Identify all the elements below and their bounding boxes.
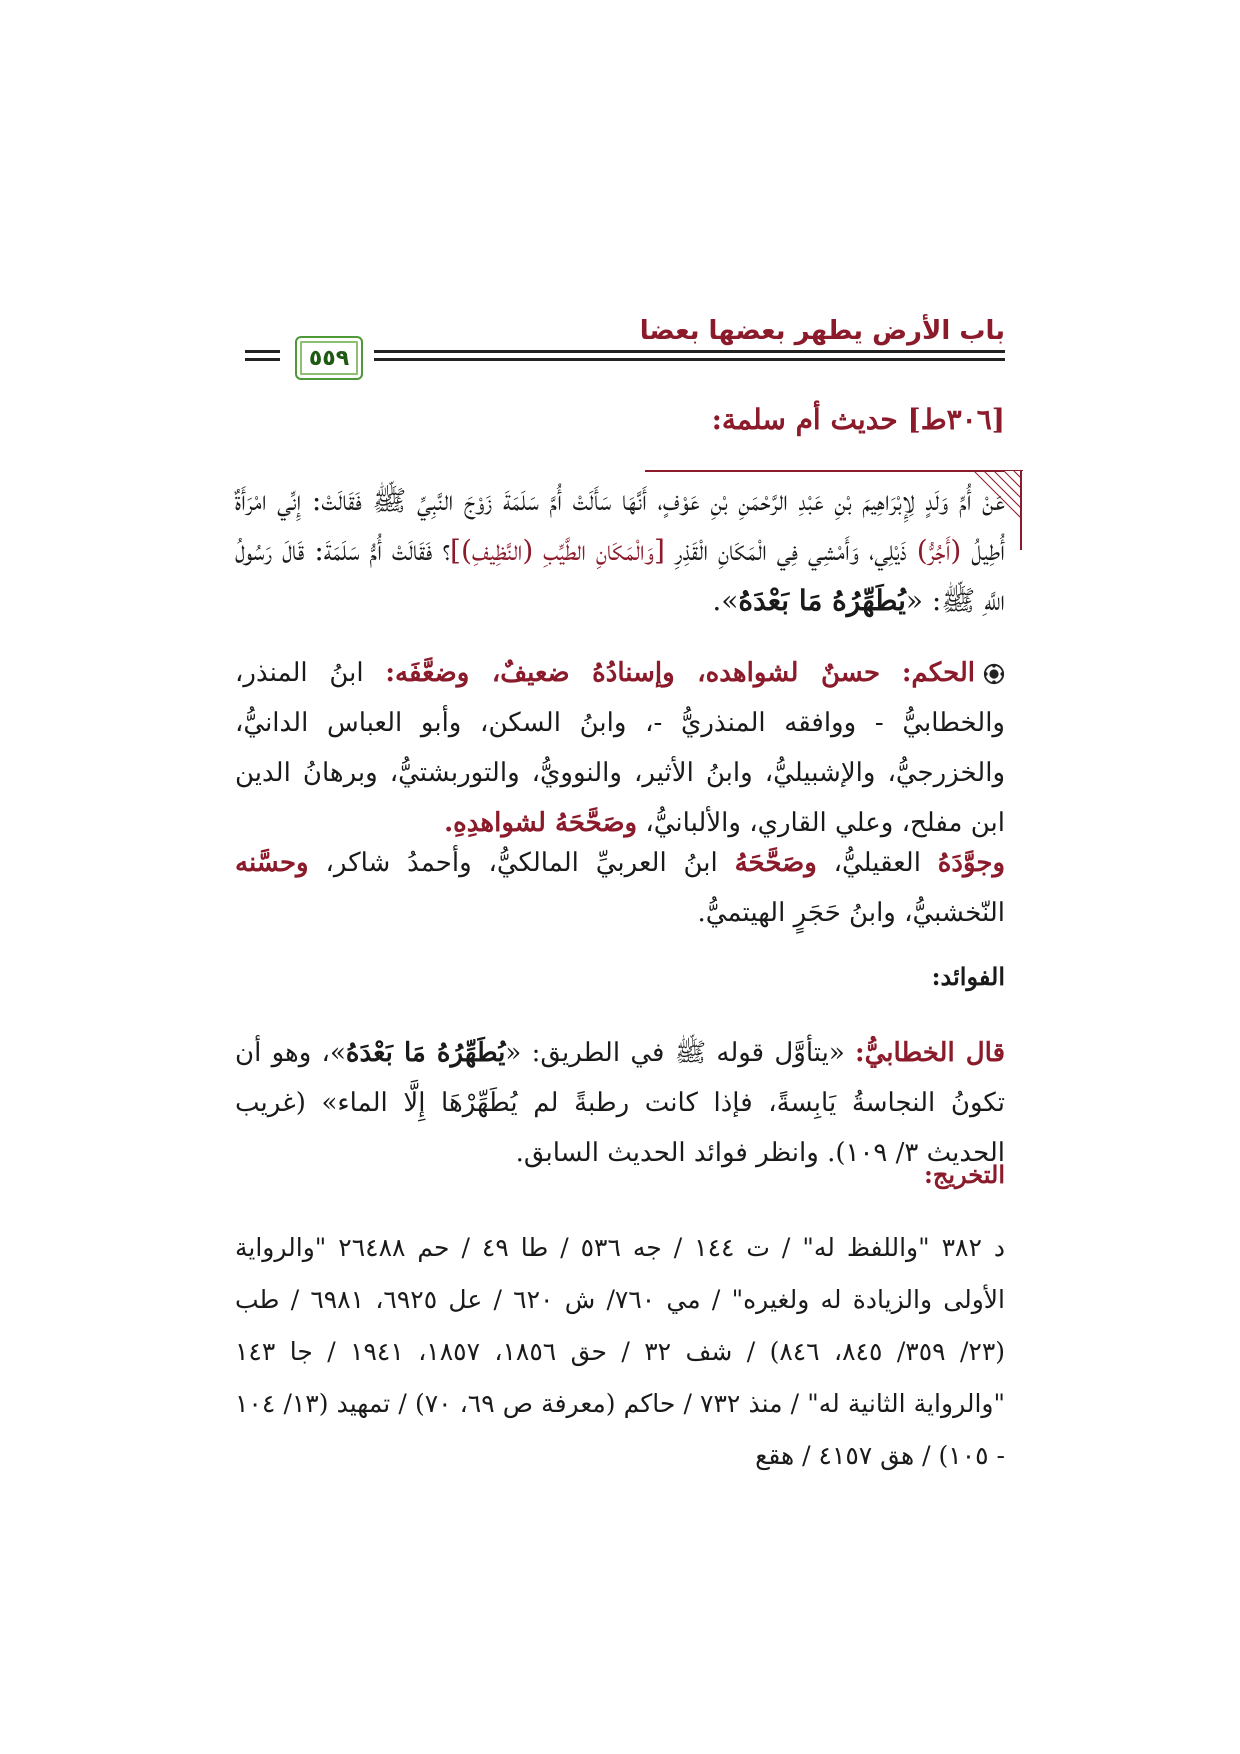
grading-text-1: العقيليُّ، <box>833 848 921 878</box>
benefits-text-before: «يتأوَّل قوله ﷺ في الطريق: « <box>505 1038 845 1068</box>
hadith-quote-close: ». <box>712 584 739 617</box>
takhrij-text: د ٣٨٢ "واللفظ له" / ت ١٤٤ / جه ٥٣٦ / طا ٤٩ / حم ٢٦٤٨٨ "والرواية الأولى والزيادة له ولغيره" / مي ٧٦٠/ ش ٦٢٠ / عل ٦٩٢٥، ٦٩٨١ / طب (٢٣/ ٣٥٩/ ٨٤٥، ٨٤٦) / شف ٣٢ / حق ١٨٥٦، ١٨٥٧، ١٩٤١ / جا ١٤٣ "والرواية الثانية له" / منذ ٧٣٢ / حاكم (معرفة ص ٦٩، ٧٠) / تمهيد (١٣/ ١٠٤ - ١٠٥) / هق ٤١٥٧ / هقع <box>235 1233 1006 1470</box>
ruling-paragraph <box>235 648 1005 848</box>
hadith-top-line <box>645 470 1005 472</box>
hadith-variant-1: (أَجُرُّ) <box>916 534 962 567</box>
page-number-badge <box>295 336 363 380</box>
grading-label-1: وجوَّدَهُ <box>937 848 1006 878</box>
ruling-label: الحكم: <box>901 658 976 688</box>
hadith-variant-2: [وَالْمَكَانِ الطَّيِّبِ (النَّظِيفِ)] <box>450 534 665 567</box>
takhrij-heading: التخريج: <box>924 1160 1005 1189</box>
grading-paragraph <box>235 838 1005 938</box>
hadith-quote: يُطَهِّرُهُ مَا بَعْدَهُ <box>738 584 906 617</box>
ruling-verdict-2: وصَحَّحَهُ لشواهدِهِ. <box>444 808 638 838</box>
page-number: ٥٥٩ <box>308 345 350 371</box>
takhrij-paragraph <box>235 1222 1005 1482</box>
grading-label-3: وحسَّنه <box>235 848 309 878</box>
hadith-text-mid: ذَيْلِي، وَأَمْشِي فِي الْمَكَانِ الْقَذِرِ <box>674 534 907 567</box>
ruling-verdict: حسنٌ لشواهده، وإسنادُهُ ضعيفٌ، وضعَّفَه: <box>385 658 881 688</box>
hadith-text-before: عَنْ أُمِّ وَلَدٍ لِإِبْرَاهِيمَ بْنِ عَبْدِ الرَّحْمَنِ بْنِ عَوْفٍ، أَنَّهَا سَأَلَتْ أُمَّ سَلَمَةَ زَوْجَ النَّبِيِّ ﷺ فَقَالَتْ: إِنِّي امْرَأَةٌ أُطِيلُ <box>235 484 1005 567</box>
grading-label-2: وصَحَّحَهُ <box>734 848 817 878</box>
hadith-text <box>235 476 1005 626</box>
flower-ornament-icon <box>983 663 1005 685</box>
benefits-text-after: »، وهو أن تكونُ النجاسةُ يَابِسةً، فإذا كانت رطبةً لم يُطَهِّرْهَا إِلَّا الماء» (غريب الحديث ٣/ ١٠٩). وانظر فوائد الحديث السابق. <box>235 1038 1005 1168</box>
benefits-label: قال الخطابيُّ: <box>855 1038 1005 1068</box>
chapter-title: باب الأرض يطهر بعضها بعضا <box>639 316 1005 346</box>
benefits-paragraph <box>235 1028 1005 1178</box>
grading-text-3: النّخشبيُّ، وابنُ حَجَرٍ الهيتميُّ. <box>697 898 1005 928</box>
benefits-quote: يُطَهِّرُهُ مَا بَعْدَهُ <box>345 1038 506 1068</box>
hadith-text-after: ؟ فَقَالَتْ أُمُّ سَلَمَةَ: قَالَ رَسُولُ اللَّهِ ﷺ: « <box>235 534 1005 617</box>
benefits-heading: الفوائد: <box>931 962 1005 991</box>
grading-text-2: ابنُ العربيِّ المالكيُّ، وأحمدُ شاكر، <box>325 848 718 878</box>
section-heading: [٣٠٦ط] حديث أم سلمة: <box>711 403 1005 436</box>
ruling-text: ابنُ المنذر، والخطابيُّ - ووافقه المنذريُّ -، وابنُ السكن، وأبو العباس الدانيُّ، والخزرجيُّ، والإشبيليُّ، وابنُ الأثير، والنوويُّ، والتوربشتيُّ، وبرهانُ الدين ابن مفلح، وعلي القاري، والألبانيُّ، <box>235 658 1005 838</box>
